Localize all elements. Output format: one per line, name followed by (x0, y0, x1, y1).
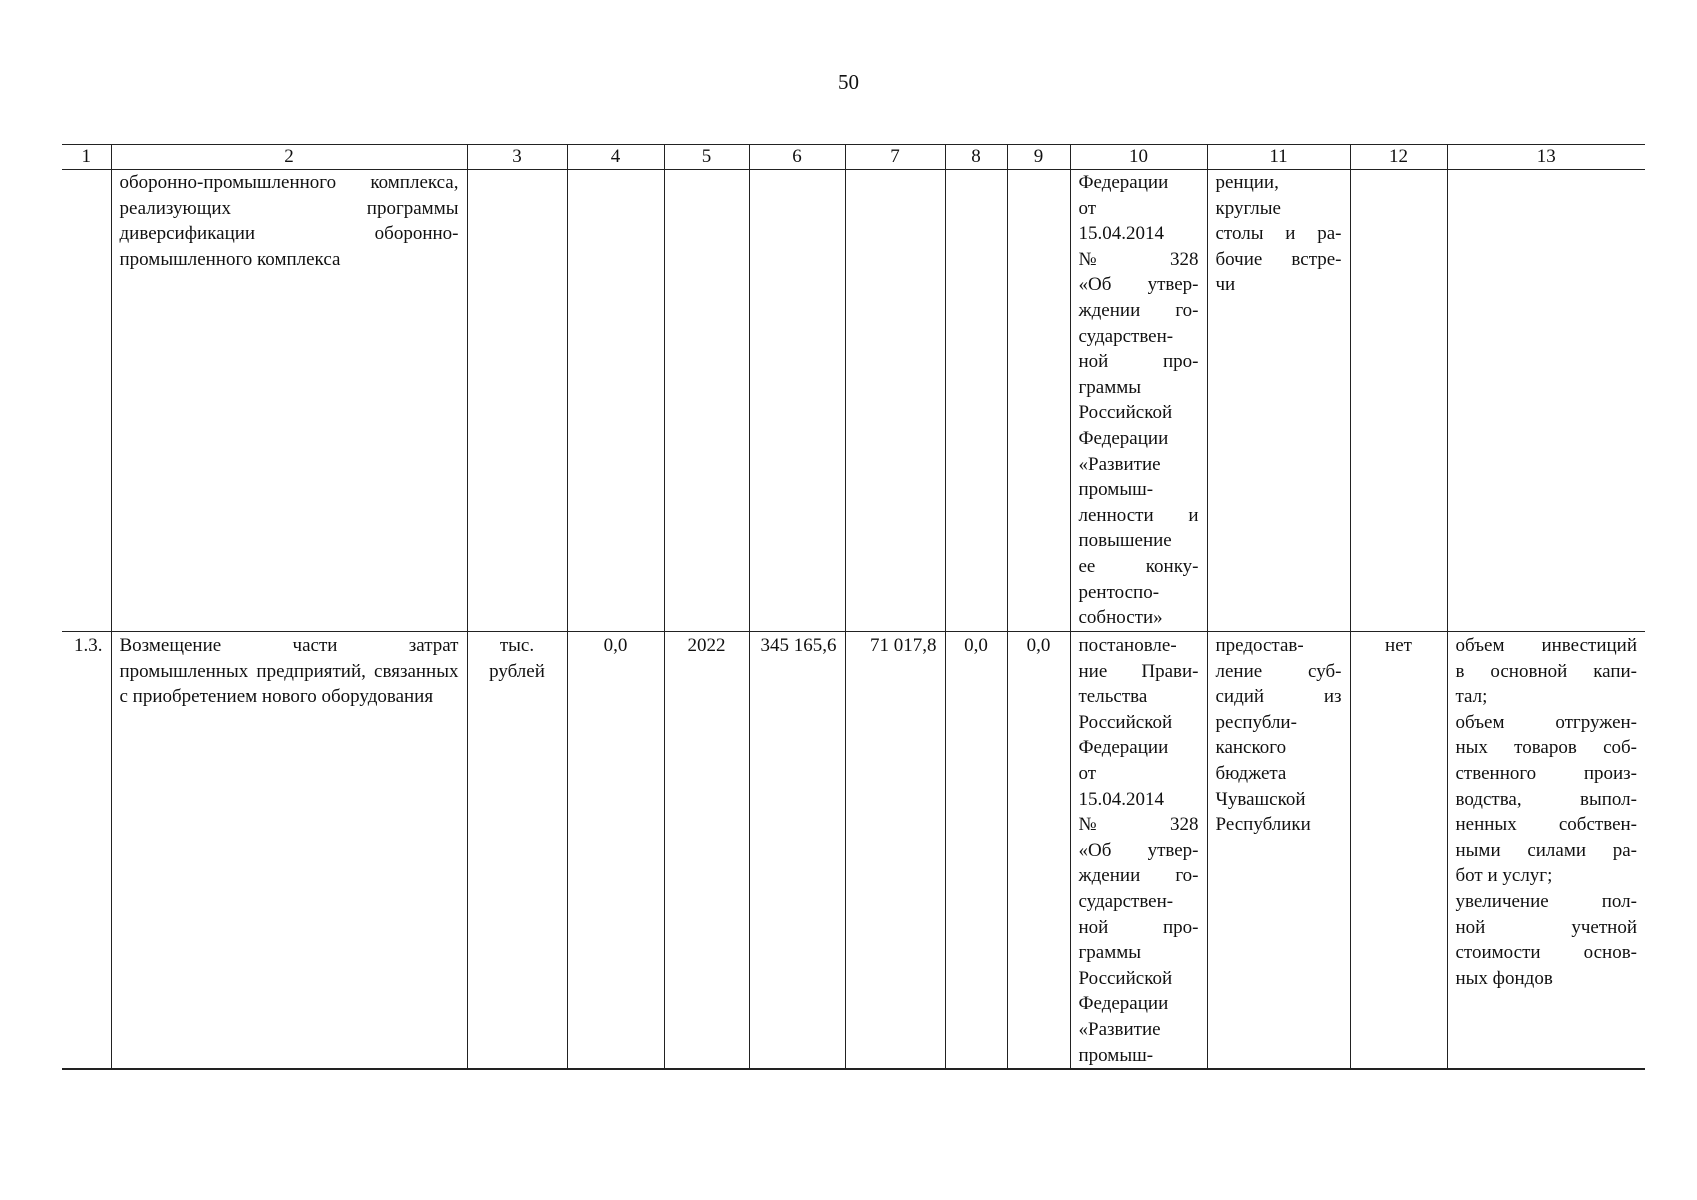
cell-col6: 345 165,6 (749, 632, 845, 1070)
cell-line: 15.04.2014 (1078, 223, 1164, 245)
cell-line: ленности и (1078, 504, 1199, 526)
cell-line: бюджета (1215, 762, 1287, 784)
column-header: 11 (1207, 145, 1350, 170)
cell-line: круглые (1215, 197, 1281, 219)
cell-unit (467, 170, 567, 632)
data-table (62, 144, 1645, 1070)
cell-line: в основной капи- (1455, 660, 1637, 682)
column-header: 1 (62, 145, 111, 170)
cell-line: Российской (1078, 402, 1173, 424)
cell-line: от (1078, 197, 1097, 219)
column-header: 8 (945, 145, 1007, 170)
cell-line: сударствен- (1078, 325, 1174, 347)
cell-col8: 0,0 (945, 632, 1007, 1070)
cell-line: объем отгружен- (1455, 711, 1637, 733)
cell-line: собности» (1078, 607, 1163, 629)
cell-indicators (1447, 632, 1645, 1070)
cell-col9 (1007, 170, 1070, 632)
cell-line: «Об утвер- (1078, 274, 1199, 296)
page-number: 50 (838, 70, 859, 94)
cell-line: ждении го- (1078, 299, 1199, 321)
cell-line: Федерации (1078, 993, 1169, 1015)
cell-line: бот и услуг; (1455, 865, 1553, 887)
cell-col7: 71 017,8 (845, 632, 945, 1070)
column-header: 3 (467, 145, 567, 170)
cell-line: столы и ра- (1215, 223, 1342, 245)
cell-line: «Об утвер- (1078, 839, 1199, 861)
cell-line: ной про- (1078, 916, 1199, 938)
cell-line: «Развитие (1078, 453, 1161, 475)
cell-line: ными силами ра- (1455, 839, 1637, 861)
cell-line: ственного произ- (1455, 762, 1637, 784)
cell-line: ненных собствен- (1455, 814, 1637, 836)
cell-col12 (1350, 170, 1447, 632)
cell-col12: нет (1350, 632, 1447, 1070)
cell-line: ных товаров соб- (1455, 737, 1637, 759)
cell-col6 (749, 170, 845, 632)
cell-line: ее конку- (1078, 555, 1199, 577)
column-header: 7 (845, 145, 945, 170)
cell-line: Федерации (1078, 737, 1169, 759)
cell-line: бочие встре- (1215, 248, 1342, 270)
cell-col7 (845, 170, 945, 632)
cell-line: от (1078, 762, 1097, 784)
cell-line: ной про- (1078, 351, 1199, 373)
table-row (62, 170, 1645, 632)
cell-year: 2022 (664, 632, 749, 1070)
cell-measure-name: Возмещение части затрат промышленных предприятий, связанных с приобретением нового оборудования (111, 632, 467, 1070)
column-header: 9 (1007, 145, 1070, 170)
cell-legal-basis (1070, 170, 1207, 632)
cell-line: повышение (1078, 530, 1172, 552)
cell-line: канского (1215, 737, 1287, 759)
cell-col4: 0,0 (567, 632, 664, 1070)
cell-line: рентоспо- (1078, 581, 1160, 603)
cell-line: тал; (1455, 686, 1488, 708)
cell-line: Российской (1078, 711, 1173, 733)
cell-line: Федерации (1078, 172, 1169, 193)
cell-line: чи (1215, 274, 1236, 296)
cell-col4 (567, 170, 664, 632)
cell-line: Федерации (1078, 427, 1169, 449)
cell-line: стоимости основ- (1455, 942, 1637, 964)
cell-number (62, 170, 111, 632)
cell-mechanism (1207, 170, 1350, 632)
cell-line: № 328 (1078, 248, 1199, 270)
column-header: 4 (567, 145, 664, 170)
cell-line: промыш- (1078, 479, 1154, 501)
cell-legal-basis (1070, 632, 1207, 1070)
column-header: 13 (1447, 145, 1645, 170)
cell-line: водства, выпол- (1455, 788, 1637, 810)
cell-number: 1.3. (62, 632, 111, 1070)
column-header: 2 (111, 145, 467, 170)
cell-indicators (1447, 170, 1645, 632)
column-header: 5 (664, 145, 749, 170)
cell-measure-name: оборонно-промышленного комплекса, реализующих программы диверсификации оборонно-промышленного комплекса (111, 170, 467, 632)
cell-mechanism (1207, 632, 1350, 1070)
cell-line: рублей (489, 660, 545, 682)
column-header: 10 (1070, 145, 1207, 170)
cell-line: ление суб- (1215, 660, 1342, 682)
cell-col9: 0,0 (1007, 632, 1070, 1070)
cell-line: Республики (1215, 814, 1311, 836)
cell-line: сидий из (1215, 686, 1342, 708)
cell-line: ние Прави- (1078, 660, 1199, 682)
cell-line: республи- (1215, 711, 1297, 733)
column-header: 6 (749, 145, 845, 170)
cell-line: тыс. (499, 635, 535, 656)
cell-line: Чувашской (1215, 788, 1306, 810)
table-row (62, 632, 1645, 1070)
cell-line: ной учетной (1455, 916, 1637, 938)
cell-line: объем инвестиций (1455, 635, 1637, 656)
cell-line: граммы (1078, 942, 1142, 964)
cell-line: предостав- (1215, 635, 1304, 656)
cell-line: постановле- (1078, 635, 1177, 656)
cell-line: «Развитие (1078, 1018, 1161, 1040)
cell-line: ных фондов (1455, 967, 1553, 989)
cell-line: ждении го- (1078, 865, 1199, 887)
cell-line: сударствен- (1078, 890, 1174, 912)
cell-line: граммы (1078, 376, 1142, 398)
column-number-row (62, 145, 1645, 170)
cell-col8 (945, 170, 1007, 632)
cell-line: промыш- (1078, 1044, 1154, 1066)
cell-line: тельства (1078, 686, 1148, 708)
cell-line: 15.04.2014 (1078, 788, 1164, 810)
cell-line: ренции, (1215, 172, 1279, 193)
cell-unit (467, 632, 567, 1070)
cell-year (664, 170, 749, 632)
cell-line: Российской (1078, 967, 1173, 989)
cell-line: увеличение пол- (1455, 890, 1637, 912)
column-header: 12 (1350, 145, 1447, 170)
cell-line: № 328 (1078, 814, 1199, 836)
